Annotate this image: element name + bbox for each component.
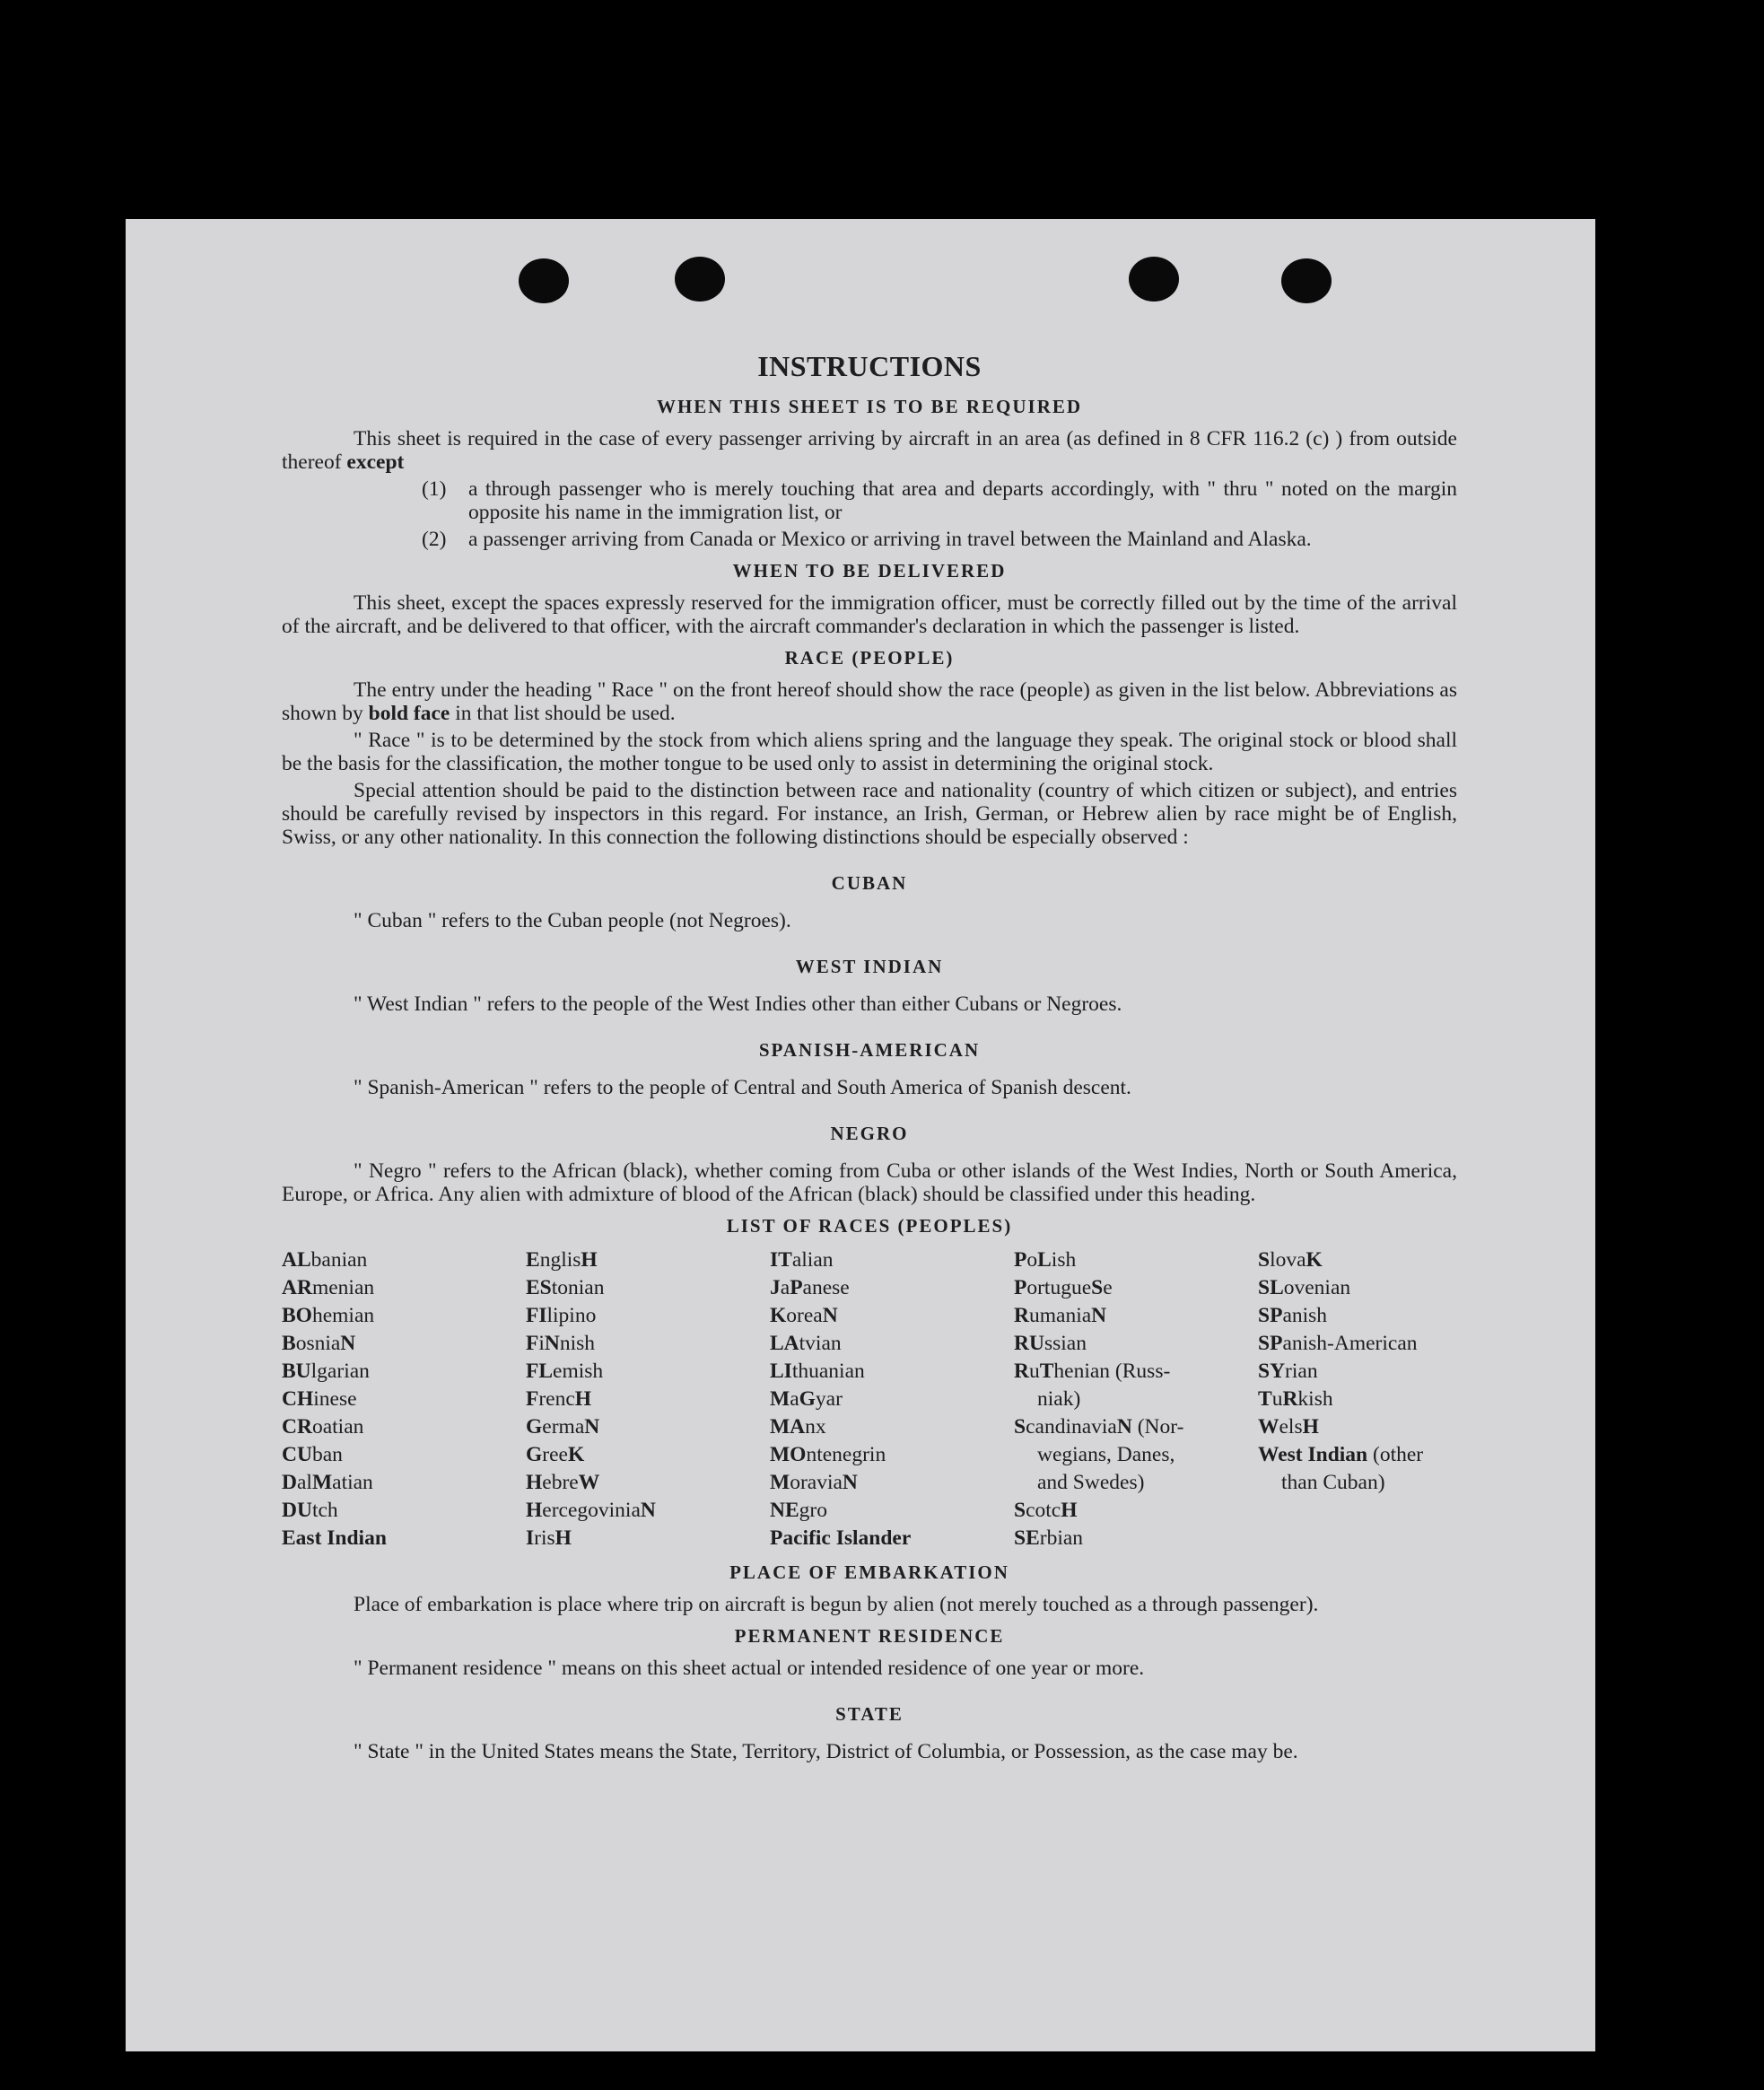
race-entry: ScandinaviaN (Nor- xyxy=(1014,1415,1184,1439)
section-heading-negro: NEGRO xyxy=(830,1123,909,1144)
race-entry: FLemish xyxy=(526,1360,604,1383)
state-text: " State " in the United States means the State, Territory, District of Columbia, or Possession, as the case may be. xyxy=(354,1740,1298,1763)
races-column xyxy=(770,1246,1014,1552)
section-heading-list-of-races: LIST OF RACES (PEOPLES) xyxy=(726,1215,1013,1237)
cuban-text: " Cuban " refers to the Cuban people (not Negroes). xyxy=(354,909,791,932)
race-entry: SYrian xyxy=(1258,1360,1318,1383)
race-entry: PortugueSe xyxy=(1014,1276,1113,1299)
section-heading-residence: PERMANENT RESIDENCE xyxy=(734,1625,1005,1647)
race-entry: RUssian xyxy=(1014,1332,1087,1355)
race-entry: Pacific Islander xyxy=(770,1526,912,1550)
section-heading-west-indian: WEST INDIAN xyxy=(795,956,944,977)
negro-text: " Negro " refers to the African (black), whether coming from Cuba or other islands of the West Indies, North or South America, Europe, or Africa. Any alien with admixture of blood of the African (black) should be classified under this heading. xyxy=(282,1159,1457,1206)
section-heading-race: RACE (PEOPLE) xyxy=(784,647,955,669)
race-entry: niak) xyxy=(1037,1387,1081,1411)
race-entry: RuThenian (Russ- xyxy=(1014,1360,1171,1383)
punch-hole xyxy=(1129,257,1179,302)
race-entry: BosniaN xyxy=(282,1332,356,1355)
race-entry: ITalian xyxy=(770,1248,834,1272)
race-entry: CHinese xyxy=(282,1387,357,1411)
race-entry: DalMatian xyxy=(282,1471,373,1494)
exception-item: (1) a through passenger who is merely touching that area and departs accordingly, with " thru " noted on the margin opposite his name in the immigration list, or xyxy=(422,477,1457,524)
section-heading-cuban: CUBAN xyxy=(831,872,908,894)
race-entry: LAtvian xyxy=(770,1332,842,1355)
race-entry: SPanish xyxy=(1258,1304,1328,1327)
page-title: INSTRUCTIONS xyxy=(757,350,982,382)
race-entry: EnglisH xyxy=(526,1248,598,1272)
race-entry: CUban xyxy=(282,1443,343,1466)
exception-item: (2) a passenger arriving from Canada or Mexico or arriving in travel between the Mainland and Alaska. xyxy=(422,528,1312,551)
races-list xyxy=(282,1246,1457,1552)
race-entry: SPanish-American xyxy=(1258,1332,1418,1355)
race-entry: WelsH xyxy=(1258,1415,1319,1439)
race-entry: ScotcH xyxy=(1014,1499,1078,1522)
punch-hole xyxy=(675,257,725,302)
race-entry: NEgro xyxy=(770,1499,827,1522)
races-column xyxy=(526,1246,770,1552)
race-entry: GermaN xyxy=(526,1415,600,1439)
race-entry: EStonian xyxy=(526,1276,605,1299)
race-entry: East Indian xyxy=(282,1526,387,1550)
embarkation-text: Place of embarkation is place where trip on aircraft is begun by alien (not merely touched as a through passenger). xyxy=(354,1593,1319,1616)
race-entry: FiNnish xyxy=(526,1332,596,1355)
race-entry: BUlgarian xyxy=(282,1360,370,1383)
race-paragraph-1: The entry under the heading " Race " on the front hereof should show the race (people) as given in the list below. Abbreviations as shown by bold face in that list should be used. xyxy=(282,678,1457,725)
race-entry: SLovenian xyxy=(1258,1276,1351,1299)
document-sheet xyxy=(126,219,1595,2051)
race-paragraph-2: " Race " is to be determined by the stock from which aliens spring and the language they speak. The original stock or blood shall be the basis for the classification, the mother tongue to be used only to assist in determining the original stock. xyxy=(282,729,1457,775)
race-entry: MAnx xyxy=(770,1415,826,1439)
race-entry: IrisH xyxy=(526,1526,572,1550)
races-column xyxy=(1014,1246,1258,1552)
race-entry: SErbian xyxy=(1014,1526,1084,1550)
race-entry: CRoatian xyxy=(282,1415,364,1439)
race-entry: RumaniaN xyxy=(1014,1304,1107,1327)
section-heading-required: WHEN THIS SHEET IS TO BE REQUIRED xyxy=(656,396,1083,417)
section-heading-state: STATE xyxy=(835,1703,904,1725)
race-entry: West Indian (other xyxy=(1258,1443,1424,1466)
west-indian-text: " West Indian " refers to the people of the West Indies other than either Cubans or Negroes. xyxy=(354,993,1122,1016)
race-entry: SlovaK xyxy=(1258,1248,1323,1272)
race-entry: FrencH xyxy=(526,1387,592,1411)
races-column xyxy=(282,1246,526,1552)
section-heading-spanish-american: SPANISH-AMERICAN xyxy=(758,1039,981,1061)
race-entry: PoLish xyxy=(1014,1248,1077,1272)
race-entry: FIlipino xyxy=(526,1304,597,1327)
residence-text: " Permanent residence " means on this sheet actual or intended residence of one year or more. xyxy=(354,1657,1145,1680)
race-entry: HebreW xyxy=(526,1471,600,1494)
race-entry: ALbanian xyxy=(282,1248,368,1272)
race-entry: TuRkish xyxy=(1258,1387,1333,1411)
race-entry: BOhemian xyxy=(282,1304,375,1327)
delivered-text: This sheet, except the spaces expressly reserved for the immigration officer, must be correctly filled out by the time of the arrival of the aircraft, and be delivered to that officer, with the aircraft commander's declaration in which the passenger is listed. xyxy=(282,591,1457,638)
spanish-american-text: " Spanish-American " refers to the people of Central and South America of Spanish descent. xyxy=(354,1076,1131,1099)
race-entry: KoreaN xyxy=(770,1304,838,1327)
race-entry: GreeK xyxy=(526,1443,585,1466)
race-entry: than Cuban) xyxy=(1281,1471,1385,1494)
race-entry: JaPanese xyxy=(770,1276,850,1299)
race-entry: MoraviaN xyxy=(770,1471,858,1494)
punch-hole xyxy=(519,258,569,303)
race-entry: and Swedes) xyxy=(1037,1471,1145,1494)
race-entry: wegians, Danes, xyxy=(1037,1443,1175,1466)
punch-hole xyxy=(1281,258,1332,303)
required-intro: This sheet is required in the case of every passenger arriving by aircraft in an area (as defined in 8 CFR 116.2 (c) ) from outside thereof except xyxy=(282,427,1457,474)
race-entry: LIthuanian xyxy=(770,1360,865,1383)
races-column xyxy=(1258,1246,1457,1552)
section-heading-embarkation: PLACE OF EMBARKATION xyxy=(729,1561,1009,1583)
race-entry: MOntenegrin xyxy=(770,1443,886,1466)
race-entry: MaGyar xyxy=(770,1387,843,1411)
section-heading-delivered: WHEN TO BE DELIVERED xyxy=(732,560,1007,582)
race-entry: DUtch xyxy=(282,1499,338,1522)
document-content xyxy=(282,350,1457,1767)
race-paragraph-3: Special attention should be paid to the distinction between race and nationality (country of which citizen or subject), and entries should be carefully revised by inspectors in this regard. For instance, an Irish, German, or Hebrew alien by race might be of English, Swiss, or any other nationality. In this connection the following distinctions should be especially observed : xyxy=(282,779,1457,849)
race-entry: HercegoviniaN xyxy=(526,1499,656,1522)
race-entry: ARmenian xyxy=(282,1276,375,1299)
